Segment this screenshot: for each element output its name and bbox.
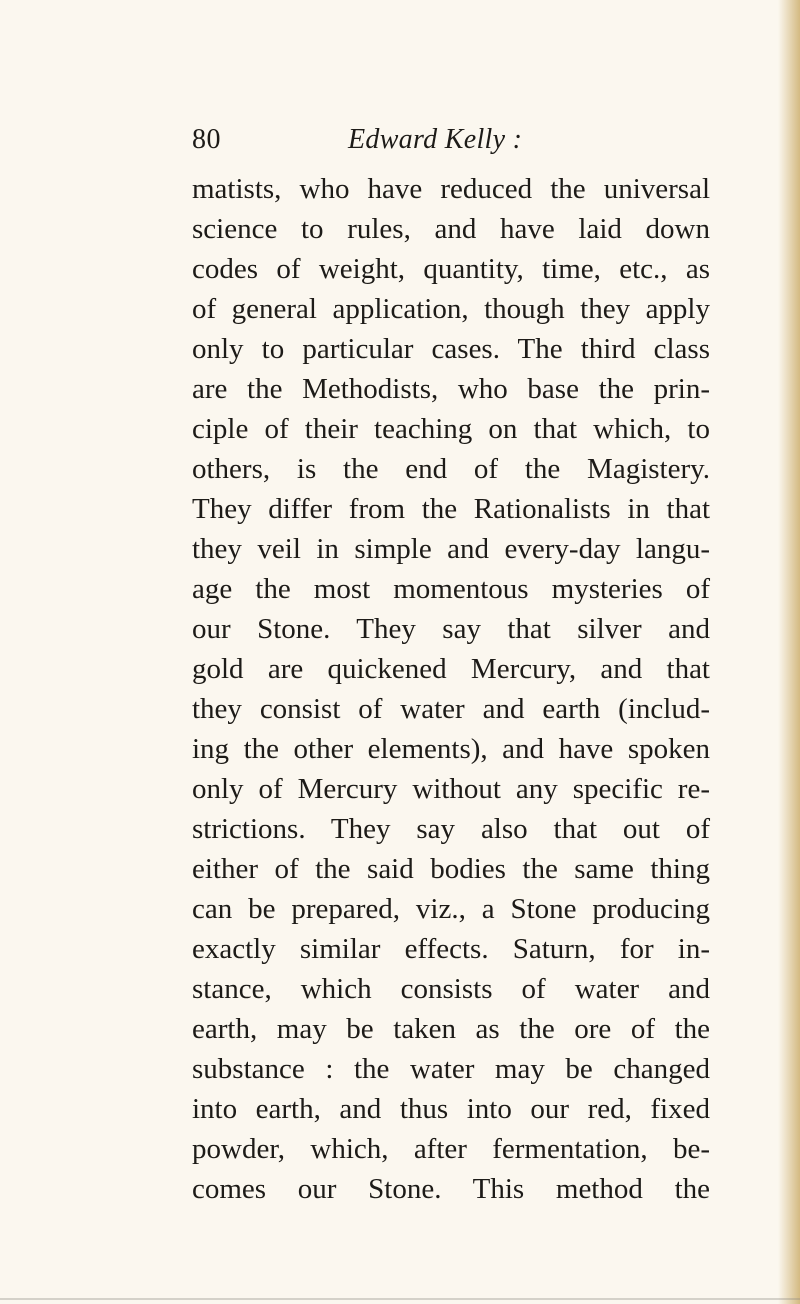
text-line-21: stance, which consists of water and bbox=[192, 973, 710, 1005]
text-line-20: exactly similar effects. Saturn, for in- bbox=[192, 933, 710, 965]
text-line-3: codes of weight, quantity, time, etc., as bbox=[192, 253, 710, 285]
body-text bbox=[192, 169, 710, 1209]
text-line-23: substance : the water may be changed bbox=[192, 1053, 710, 1085]
text-line-14: they consist of water and earth (includ- bbox=[192, 693, 710, 725]
page-edge bbox=[778, 0, 800, 1304]
text-line-9: They differ from the Rationalists in that bbox=[192, 493, 710, 525]
text-line-12: our Stone. They say that silver and bbox=[192, 613, 710, 645]
text-line-11: age the most momentous mysteries of bbox=[192, 573, 710, 605]
bottom-edge-line bbox=[0, 1298, 800, 1300]
text-line-7: ciple of their teaching on that which, to bbox=[192, 413, 710, 445]
text-line-16: only of Mercury without any specific re- bbox=[192, 773, 710, 805]
text-line-1: matists, who have reduced the universal bbox=[192, 173, 710, 205]
text-line-18: either of the said bodies the same thing bbox=[192, 853, 710, 885]
text-line-24: into earth, and thus into our red, fixed bbox=[192, 1093, 710, 1125]
text-line-2: science to rules, and have laid down bbox=[192, 213, 710, 245]
text-line-25: powder, which, after fermentation, be- bbox=[192, 1133, 710, 1165]
page-header bbox=[0, 124, 800, 164]
running-title: Edward Kelly : bbox=[348, 124, 523, 155]
text-line-6: are the Methodists, who base the prin- bbox=[192, 373, 710, 405]
text-line-4: of general application, though they apply bbox=[192, 293, 710, 325]
text-line-19: can be prepared, viz., a Stone producing bbox=[192, 893, 710, 925]
text-line-22: earth, may be taken as the ore of the bbox=[192, 1013, 710, 1045]
text-line-5: only to particular cases. The third class bbox=[192, 333, 710, 365]
text-line-10: they veil in simple and every-day langu- bbox=[192, 533, 710, 565]
text-line-8: others, is the end of the Magistery. bbox=[192, 453, 710, 485]
text-line-26: comes our Stone. This method the bbox=[192, 1173, 710, 1205]
text-line-13: gold are quickened Mercury, and that bbox=[192, 653, 710, 685]
text-line-15: ing the other elements), and have spoken bbox=[192, 733, 710, 765]
text-line-17: strictions. They say also that out of bbox=[192, 813, 710, 845]
page-number: 80 bbox=[192, 124, 221, 155]
